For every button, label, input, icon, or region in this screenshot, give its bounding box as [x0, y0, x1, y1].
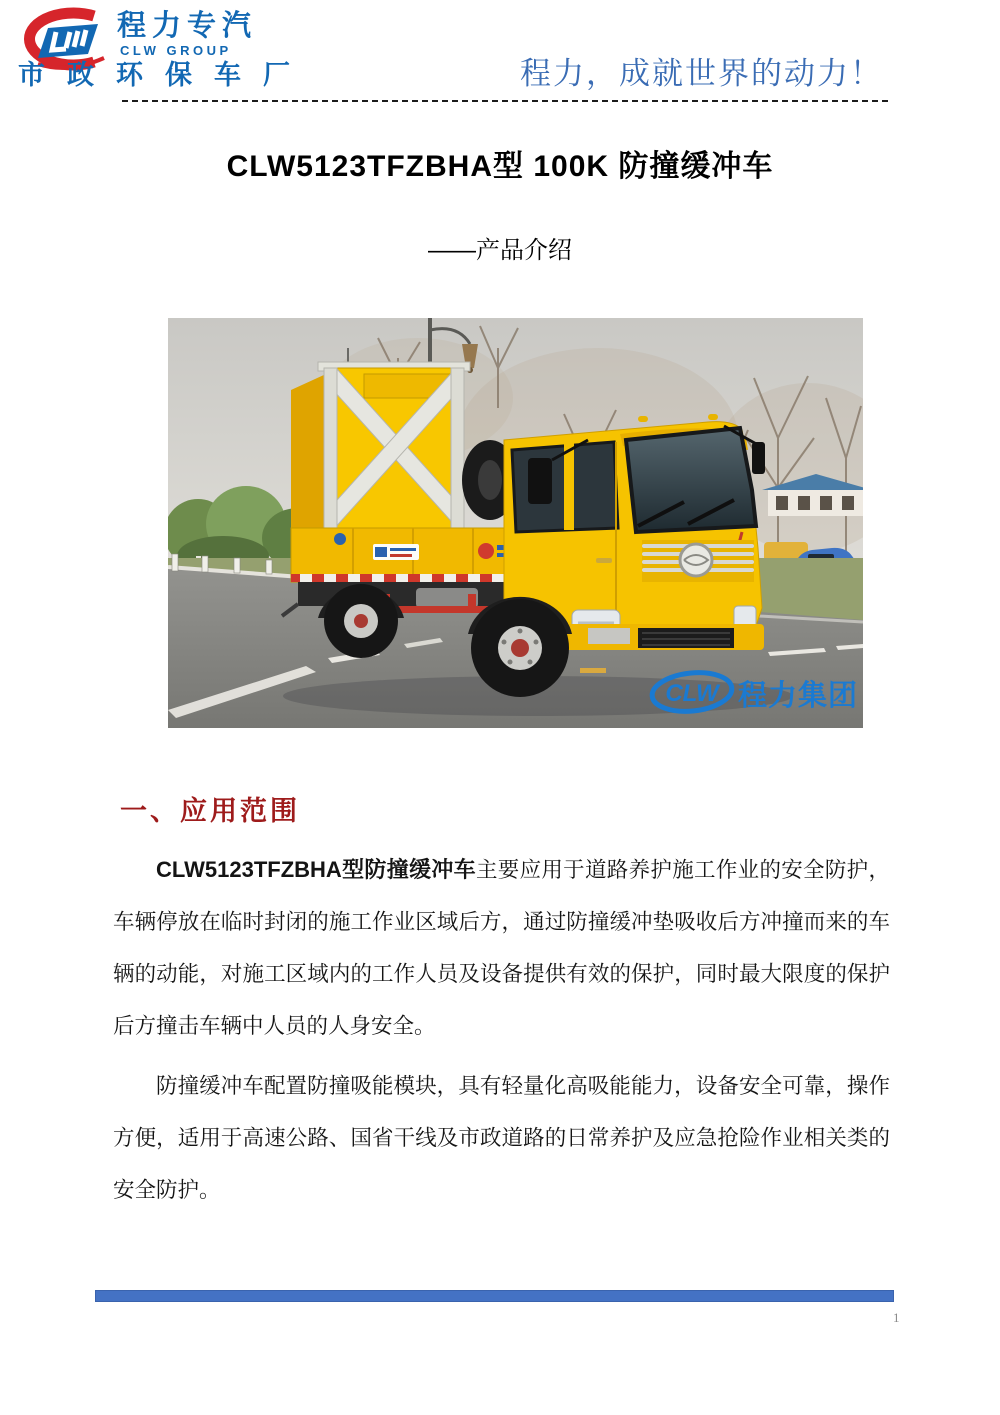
page-title: CLW5123TFZBHA型 100K 防撞缓冲车	[226, 150, 774, 183]
body-text	[113, 844, 890, 1216]
header-divider	[122, 100, 888, 102]
section-heading-application-scope: 一、应用范围	[120, 796, 300, 826]
paragraph-2: 防撞缓冲车配置防撞吸能模块，具有轻量化高吸能能力，设备安全可靠，操作方便，适用于高速公路、国省干线及市政道路的日常养护及应急抢险作业相关类的安全防护。	[113, 1074, 890, 1202]
brand-name-en: CLW GROUP	[120, 43, 232, 58]
page-number: 1	[893, 1310, 900, 1325]
factory-name: 市政环保车厂	[18, 60, 312, 90]
watermark-clw-text: CLW	[665, 680, 719, 707]
paragraph-1-rest: 主要应用于道路养护施工作业的安全防护，车辆停放在临时封闭的施工作业区域后方，通过防撞缓冲垫吸收后方冲撞而来的车辆的动能，对施工区域内的工作人员及设备提供有效的保护，同时最大限度的保护后方撞击车辆中人员的人身安全。	[113, 858, 890, 1038]
paragraph-1-lead: CLW5123TFZBHA型防撞缓冲车	[156, 857, 476, 882]
truck-scene	[168, 318, 863, 728]
brand-name-cn: 程力专汽	[117, 10, 258, 42]
page-subtitle: ——产品介绍	[428, 237, 572, 264]
footer-bar	[95, 1290, 894, 1302]
company-slogan: 程力，成就世界的动力！	[520, 56, 883, 91]
product-photo	[168, 318, 863, 728]
watermark-cn-text: 程力集团	[738, 680, 859, 712]
paragraph-1	[113, 844, 890, 1052]
